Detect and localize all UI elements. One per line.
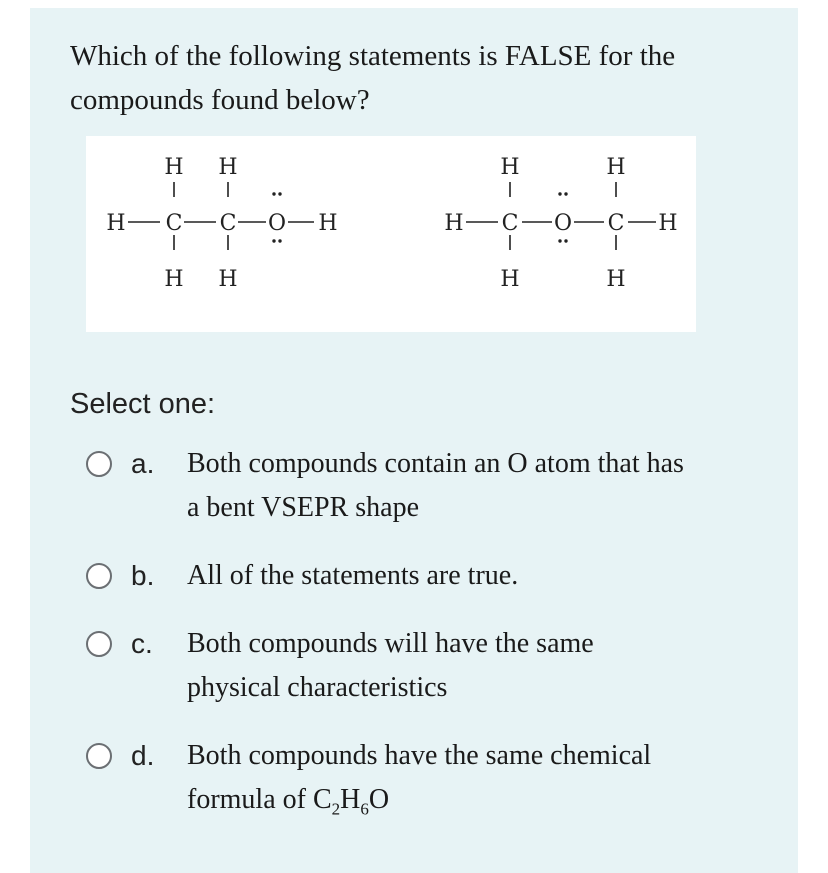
option-b-line-1: All of the statements are true. — [187, 560, 519, 591]
structures-svg — [86, 136, 696, 332]
formula-prefix: formula of C — [187, 784, 332, 815]
option-a-letter: a. — [131, 448, 155, 479]
option-d-text — [187, 734, 777, 822]
m2-c2: C — [607, 211, 625, 236]
radio-a[interactable] — [86, 451, 112, 477]
option-a-line-1: Both compounds contain an O atom that has — [187, 448, 684, 479]
m1-c2: C — [219, 211, 237, 236]
m1-top-h2: H — [218, 155, 238, 180]
question-line-2: compounds found below? — [70, 84, 370, 116]
m2-c1: C — [501, 211, 519, 236]
m1-h-right: H — [318, 211, 338, 236]
m1-top-h1: H — [164, 155, 184, 180]
select-one-label: Select one: — [70, 388, 216, 420]
m1-c1: C — [165, 211, 183, 236]
option-b-letter: b. — [131, 560, 155, 591]
formula-o: O — [368, 784, 390, 815]
formula-sub-2: 2 — [331, 799, 341, 819]
m1-bot-h2: H — [218, 267, 238, 292]
structure-figure — [86, 136, 696, 332]
m1-h-left: H — [106, 211, 126, 236]
option-c-letter: c. — [131, 628, 153, 659]
radio-b[interactable] — [86, 563, 112, 589]
option-d-letter: d. — [131, 740, 155, 771]
question-line-1: Which of the following statements is FALSE for the — [70, 40, 676, 72]
radio-c[interactable] — [86, 631, 112, 657]
m2-h-left: H — [444, 211, 464, 236]
option-c-text — [187, 622, 777, 710]
radio-d[interactable] — [86, 743, 112, 769]
m2-top-h2: H — [606, 155, 626, 180]
m2-h-right: H — [658, 211, 678, 236]
option-c-line-1: Both compounds will have the same — [187, 628, 594, 659]
option-b-text — [187, 554, 777, 598]
question-text — [70, 34, 770, 122]
m2-oxygen: O — [553, 211, 573, 236]
m2-bot-h2: H — [606, 267, 626, 292]
option-a-line-2: a bent VSEPR shape — [187, 492, 420, 523]
m2-bot-h1: H — [500, 267, 520, 292]
option-d-line-1: Both compounds have the same chemical — [187, 740, 652, 771]
formula-sub-6: 6 — [360, 799, 369, 819]
m1-bot-h1: H — [164, 267, 184, 292]
formula-h: H — [340, 784, 361, 815]
option-a-text — [187, 442, 777, 530]
m2-top-h1: H — [500, 155, 520, 180]
option-d-line-2 — [187, 778, 777, 822]
m1-oxygen: O — [267, 211, 287, 236]
option-c-line-2: physical characteristics — [187, 672, 448, 703]
